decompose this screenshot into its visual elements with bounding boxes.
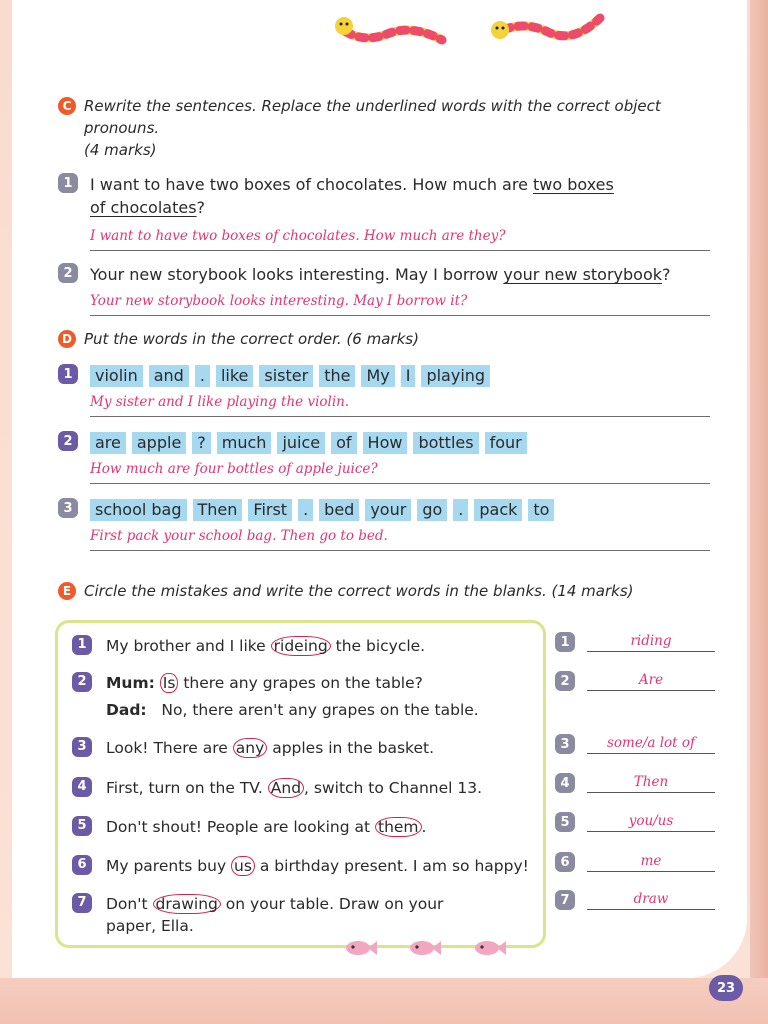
word-tile: to bbox=[528, 499, 554, 521]
caterpillar-decoration-right bbox=[488, 10, 608, 44]
underlined-words: of chocolates bbox=[90, 198, 197, 217]
word-tile: sister bbox=[259, 365, 313, 387]
answer-blank-3 bbox=[555, 734, 715, 754]
item-number-badge: 2 bbox=[72, 672, 92, 692]
word-tile: . bbox=[298, 499, 313, 521]
bubble-decoration bbox=[736, 10, 744, 18]
section-e-header-wrap bbox=[58, 580, 718, 602]
section-d-question-3 bbox=[58, 498, 718, 551]
bubble-decoration bbox=[720, 40, 730, 50]
sentence-text: Look! There are bbox=[106, 739, 233, 757]
word-tile: and bbox=[149, 365, 189, 387]
word-tile: I bbox=[401, 365, 416, 387]
blank-answer: me bbox=[587, 853, 715, 872]
section-e-item-2 bbox=[72, 672, 479, 721]
question-text: I want to have two boxes of chocolates. How much are bbox=[90, 175, 534, 194]
blank-answer: you/us bbox=[587, 813, 715, 832]
word-tile: My bbox=[361, 365, 394, 387]
sentence-text: My parents buy bbox=[106, 857, 232, 875]
sentence-text: a birthday present. I am so happy! bbox=[254, 857, 529, 875]
word-tile: go bbox=[417, 499, 447, 521]
question-number-badge: 1 bbox=[58, 173, 78, 193]
section-d-question-2 bbox=[58, 431, 718, 484]
word-tiles bbox=[90, 364, 710, 387]
answer-line: I want to have two boxes of chocolates. How much are they? bbox=[90, 225, 710, 251]
answer-blank-4 bbox=[555, 773, 715, 793]
item-sentence bbox=[106, 635, 425, 657]
question-text: Your new storybook looks interesting. May I borrow bbox=[90, 265, 504, 284]
section-c bbox=[58, 95, 718, 316]
section-c-instruction: Rewrite the sentences. Replace the underlined words with the correct object pronouns. bbox=[84, 97, 661, 137]
page-number: 23 bbox=[709, 975, 743, 1001]
word-tile: of bbox=[331, 432, 356, 454]
sentence-text: Don't shout! People are looking at bbox=[106, 818, 375, 836]
item-number-badge: 7 bbox=[72, 893, 92, 913]
item-number-badge: 5 bbox=[72, 816, 92, 836]
word-tile: pack bbox=[474, 499, 522, 521]
caterpillar-decoration-left bbox=[332, 14, 452, 48]
blank-number-badge: 2 bbox=[555, 671, 575, 691]
question-number-badge: 2 bbox=[58, 431, 78, 451]
speaker-label: Dad: bbox=[106, 701, 147, 719]
answer-blank-1 bbox=[555, 632, 715, 652]
answer-line: First pack your school bag. Then go to bed. bbox=[90, 525, 710, 551]
page-edge-bottom bbox=[0, 978, 768, 1024]
blank-number-badge: 4 bbox=[555, 773, 575, 793]
item-number-badge: 3 bbox=[72, 737, 92, 757]
answer-blank-2 bbox=[555, 671, 715, 691]
page-edge-right bbox=[750, 0, 768, 1024]
blank-answer: some/a lot of bbox=[587, 735, 715, 754]
word-tile: . bbox=[195, 365, 210, 387]
section-c-marks: (4 marks) bbox=[84, 141, 157, 159]
question-number-badge: 3 bbox=[58, 498, 78, 518]
section-d-question-1 bbox=[58, 364, 718, 417]
circled-mistake: Is bbox=[160, 673, 179, 693]
word-tile: apple bbox=[132, 432, 186, 454]
fish-decoration bbox=[344, 938, 378, 958]
word-tile: bed bbox=[319, 499, 359, 521]
word-tiles bbox=[90, 431, 710, 454]
sentence-text: My brother and I like bbox=[106, 637, 271, 655]
word-tile: school bag bbox=[90, 499, 187, 521]
blank-number-badge: 7 bbox=[555, 890, 575, 910]
blank-number-badge: 1 bbox=[555, 632, 575, 652]
sentence-text: First, turn on the TV. bbox=[106, 779, 268, 797]
sentence-text: , switch to Channel 13. bbox=[304, 779, 483, 797]
blank-number-badge: 6 bbox=[555, 852, 575, 872]
question-text: ? bbox=[662, 265, 671, 284]
bubble-decoration bbox=[680, 28, 694, 42]
word-tile: . bbox=[453, 499, 468, 521]
circled-mistake: any bbox=[233, 738, 268, 758]
item-sentence bbox=[106, 737, 434, 759]
section-c-question-2 bbox=[58, 263, 718, 316]
section-d-badge: D bbox=[58, 330, 76, 348]
answer-blank-6 bbox=[555, 852, 715, 872]
section-e-item-6 bbox=[72, 855, 529, 877]
sentence-text: there any grapes on the table? bbox=[178, 674, 423, 692]
circled-mistake: And bbox=[268, 778, 304, 798]
section-e-header bbox=[58, 580, 718, 602]
section-e-item-3 bbox=[72, 737, 434, 759]
word-tile: Then bbox=[193, 499, 243, 521]
sentence-text: paper, Ella. bbox=[106, 917, 194, 935]
section-e-item-1 bbox=[72, 635, 425, 657]
section-e-item-4 bbox=[72, 777, 482, 799]
question-text: ? bbox=[196, 198, 206, 217]
circled-mistake: us bbox=[231, 856, 255, 876]
sentence-text: the bicycle. bbox=[330, 637, 426, 655]
section-e-box bbox=[55, 620, 546, 948]
word-tile: ? bbox=[192, 432, 211, 454]
sentence-text: No, there aren't any grapes on the table. bbox=[161, 701, 479, 719]
blank-number-badge: 5 bbox=[555, 812, 575, 832]
blank-answer: Then bbox=[587, 774, 715, 793]
word-tile: How bbox=[363, 432, 408, 454]
fish-decoration bbox=[473, 938, 507, 958]
section-d-instruction: Put the words in the correct order. (6 marks) bbox=[84, 330, 419, 348]
section-e-item-7 bbox=[72, 893, 443, 937]
word-tile: bottles bbox=[413, 432, 478, 454]
blank-answer: Are bbox=[587, 672, 715, 691]
section-d-header bbox=[58, 328, 718, 350]
answer-blank-5 bbox=[555, 812, 715, 832]
item-number-badge: 6 bbox=[72, 855, 92, 875]
sentence-text: Don't bbox=[106, 895, 153, 913]
underlined-words: two boxes bbox=[533, 175, 614, 194]
sentence-text bbox=[155, 674, 160, 692]
question-number-badge: 2 bbox=[58, 263, 78, 283]
item-number-badge: 4 bbox=[72, 777, 92, 797]
word-tile: First bbox=[248, 499, 292, 521]
word-tile: your bbox=[365, 499, 411, 521]
blank-answer: riding bbox=[587, 633, 715, 652]
section-c-question-1 bbox=[58, 173, 718, 251]
blank-number-badge: 3 bbox=[555, 734, 575, 754]
answer-line: Your new storybook looks interesting. May I borrow it? bbox=[90, 290, 710, 316]
question-number-badge: 1 bbox=[58, 364, 78, 384]
blank-answer: draw bbox=[587, 891, 715, 910]
word-tile: juice bbox=[277, 432, 325, 454]
sentence-text: on your table. Draw on your bbox=[220, 895, 444, 913]
section-e-instruction: Circle the mistakes and write the correct words in the blanks. (14 marks) bbox=[84, 582, 634, 600]
circled-mistake: them bbox=[375, 817, 422, 837]
word-tile: much bbox=[217, 432, 272, 454]
word-tile: violin bbox=[90, 365, 143, 387]
underlined-words: your new storybook bbox=[503, 265, 663, 284]
word-tile: the bbox=[319, 365, 355, 387]
item-number-badge: 1 bbox=[72, 635, 92, 655]
answer-blank-7 bbox=[555, 890, 715, 910]
fish-decoration bbox=[408, 938, 442, 958]
sentence-text: apples in the basket. bbox=[267, 739, 435, 757]
word-tile: playing bbox=[421, 365, 490, 387]
speaker-label: Mum: bbox=[106, 674, 155, 692]
circled-mistake: rideing bbox=[271, 636, 331, 656]
word-tile: are bbox=[90, 432, 126, 454]
answer-line: My sister and I like playing the violin. bbox=[90, 391, 710, 417]
section-c-badge: C bbox=[58, 97, 76, 115]
item-sentence bbox=[106, 816, 426, 838]
section-d bbox=[58, 328, 718, 551]
circled-mistake: drawing bbox=[153, 894, 221, 914]
section-c-header bbox=[58, 95, 718, 161]
section-e-badge: E bbox=[58, 582, 76, 600]
section-e-item-5 bbox=[72, 816, 426, 838]
word-tile: four bbox=[485, 432, 527, 454]
word-tile: like bbox=[216, 365, 253, 387]
item-sentence bbox=[106, 777, 482, 799]
word-tiles bbox=[90, 498, 710, 521]
sentence-text: . bbox=[421, 818, 427, 836]
answer-line: How much are four bottles of apple juice? bbox=[90, 458, 710, 484]
item-sentence bbox=[106, 855, 529, 877]
